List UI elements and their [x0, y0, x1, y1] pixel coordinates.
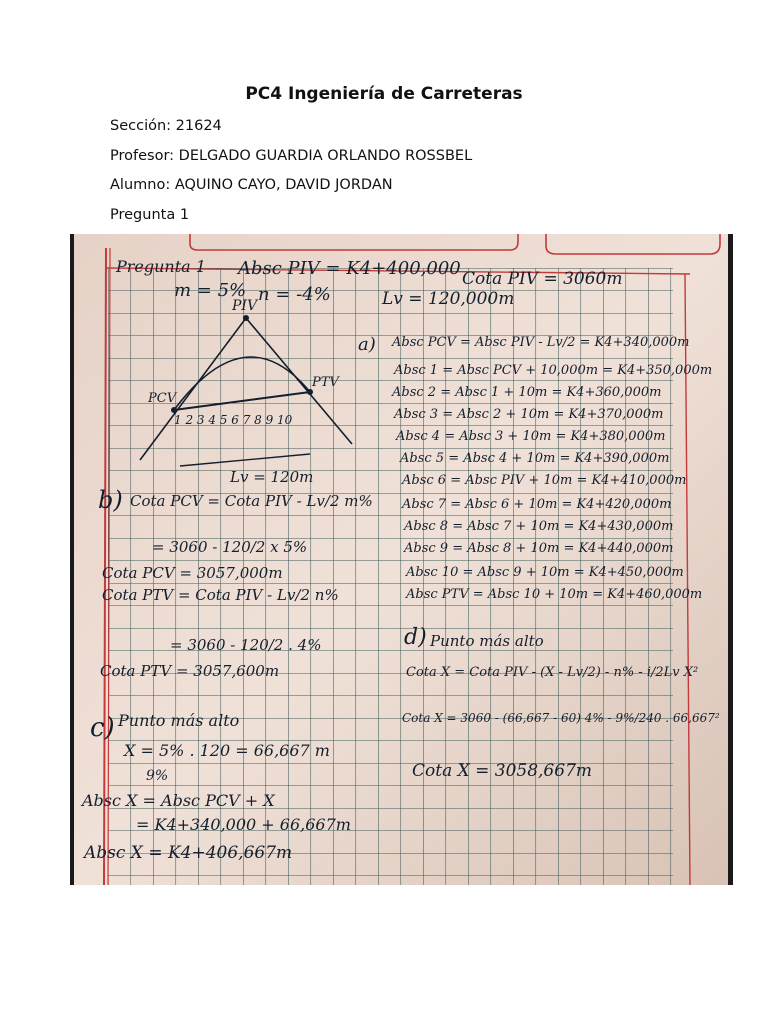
- hw-diagram-piv: PIV: [232, 298, 258, 314]
- hw-part-a-line: Absc 1 = Absc PCV + 10,000m = K4+350,000m: [394, 363, 713, 378]
- hw-given-n: n = -4%: [258, 284, 331, 305]
- hw-part-a-line: Absc 6 = Absc PIV + 10m = K4+410,000m: [402, 473, 687, 488]
- hw-part-a-label: a): [358, 334, 376, 355]
- hw-diagram-stations: 1 2 3 4 5 6 7 8 9 10: [174, 413, 293, 427]
- profesor-line: Profesor: DELGADO GUARDIA ORLANDO ROSSBEL: [110, 148, 473, 164]
- hw-part-d-line: Cota X = 3060 - (66,667 - 60) 4% - 9%/240 . 66,667²: [402, 711, 720, 725]
- notebook-photo: [70, 234, 733, 885]
- pregunta-line: Pregunta 1: [110, 207, 190, 223]
- hw-part-d-line: Punto más alto: [430, 632, 544, 650]
- hw-part-c-line: 9%: [146, 768, 169, 784]
- hw-part-c-line: Absc X = K4+406,667m: [84, 843, 293, 863]
- hw-part-a-line: Absc 8 = Absc 7 + 10m = K4+430,000m: [404, 519, 674, 534]
- hw-part-b-line: = 3060 - 120/2 x 5%: [152, 538, 308, 556]
- seccion-line: Sección: 21624: [110, 118, 222, 134]
- hw-part-a-line: Absc 2 = Absc 1 + 10m = K4+360,000m: [392, 385, 662, 400]
- hw-part-c-line: Absc X = Absc PCV + X: [82, 791, 275, 810]
- hw-part-b-line: Cota PTV = 3057,600m: [100, 662, 280, 680]
- hw-part-b-label: b): [98, 486, 123, 514]
- hw-part-c-line: Punto más alto: [118, 711, 240, 730]
- hw-diagram-lv: Lv = 120m: [230, 468, 314, 486]
- hw-part-c-label: c): [90, 713, 115, 743]
- hw-part-d-line: Cota X = 3058,667m: [412, 761, 593, 781]
- alumno-line: Alumno: AQUINO CAYO, DAVID JORDAN: [110, 177, 393, 193]
- hw-part-a-line: Absc 5 = Absc 4 + 10m = K4+390,000m: [400, 451, 670, 466]
- hw-part-c-line: = K4+340,000 + 66,667m: [136, 815, 351, 834]
- hw-part-b-line: Cota PCV = 3057,000m: [102, 564, 283, 582]
- hw-diagram-ptv: PTV: [312, 375, 339, 390]
- hw-part-b-line: Cota PTV = Cota PIV - Lv/2 n%: [102, 586, 339, 604]
- hw-header-label: Pregunta 1: [116, 257, 206, 276]
- hw-part-d-label: d): [404, 625, 427, 650]
- hw-part-a-line: Absc 7 = Absc 6 + 10m = K4+420,000m: [402, 497, 672, 512]
- hw-given-cota: Cota PIV = 3060m: [462, 269, 623, 289]
- hw-part-a-line: Absc 10 = Absc 9 + 10m = K4+450,000m: [406, 565, 684, 580]
- hw-given-lv: Lv = 120,000m: [382, 289, 515, 309]
- document-title: PC4 Ingeniería de Carreteras: [245, 84, 523, 104]
- hw-part-a-line: Absc 3 = Absc 2 + 10m = K4+370,000m: [394, 407, 664, 422]
- hw-part-d-line: Cota X = Cota PIV - (X - Lv/2) - n% - i/2Lv X²: [406, 665, 699, 680]
- hw-part-a-line: Absc PCV = Absc PIV - Lv/2 = K4+340,000m: [392, 335, 690, 350]
- hw-part-a-line: Absc 9 = Absc 8 + 10m = K4+440,000m: [404, 541, 674, 556]
- hw-given-absc: Absc PIV = K4+400,000: [238, 258, 461, 279]
- hw-part-c-line: X = 5% . 120 = 66,667 m: [124, 741, 330, 760]
- hw-part-b-line: Cota PCV = Cota PIV - Lv/2 m%: [130, 492, 373, 510]
- hw-part-a-line: Absc PTV = Absc 10 + 10m = K4+460,000m: [406, 587, 703, 602]
- hw-given-m: m = 5%: [174, 280, 247, 301]
- hw-diagram-pcv: PCV: [148, 391, 177, 406]
- hw-part-b-line: = 3060 - 120/2 . 4%: [170, 636, 322, 654]
- hw-part-a-line: Absc 4 = Absc 3 + 10m = K4+380,000m: [396, 429, 666, 444]
